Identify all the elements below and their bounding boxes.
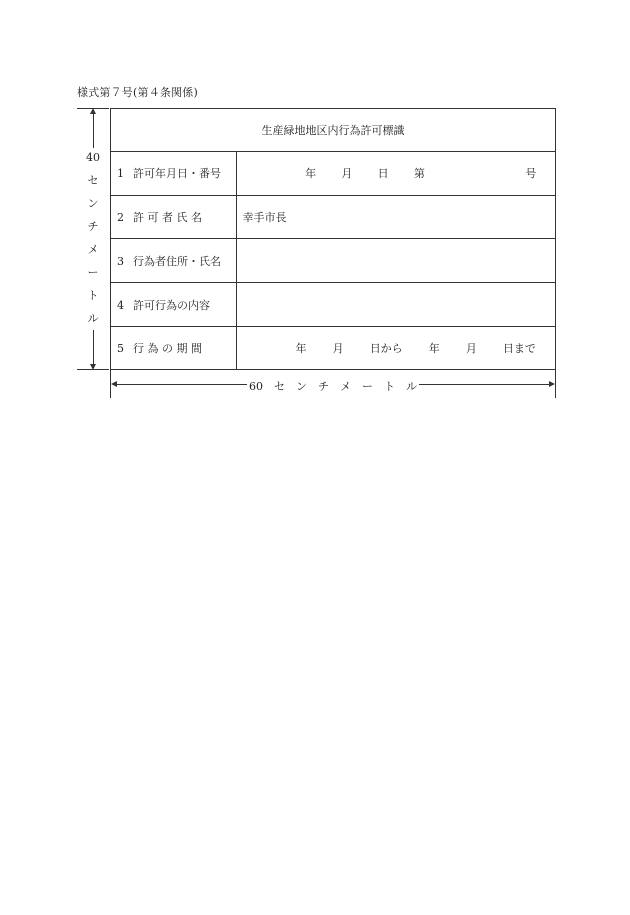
height-value: 40 [86, 151, 100, 164]
row-label-text: 許 可 者 氏 名 [133, 211, 202, 225]
height-unit-char: ン [87, 197, 99, 210]
table-row [111, 151, 555, 195]
form-number-caption: 様式第７号(第４条関係) [77, 86, 198, 99]
act-period-value [236, 326, 555, 369]
height-bottom-tick [77, 369, 109, 370]
to-year-text: 年 [428, 341, 440, 355]
permit-sign-table [111, 109, 555, 369]
row-label-text: 許可年月日・番号 [133, 167, 221, 181]
height-arrow-line-bottom [93, 330, 94, 366]
row-number: 2 [117, 211, 124, 225]
month-text: 月 [341, 167, 353, 181]
row-label-text: 行為者住所・氏名 [133, 254, 221, 268]
height-label [79, 146, 107, 330]
table-row [111, 326, 555, 369]
table-row [111, 283, 555, 327]
sign-title: 生産緑地地区内行為許可標識 [111, 109, 555, 151]
row-label-text: 行 為 の 期 間 [133, 341, 202, 355]
permitted-act-value [236, 283, 555, 327]
year-text: 年 [305, 167, 317, 181]
sign-title-row [111, 109, 555, 151]
table-row [111, 195, 555, 239]
row-number: 3 [117, 254, 124, 268]
width-label-text: 60 セ ン チ メ ー ト ル [249, 380, 417, 393]
height-dimension [79, 108, 107, 370]
from-month-text: 月 [332, 341, 344, 355]
row-number: 1 [117, 167, 124, 181]
height-unit-char: ー [87, 266, 99, 279]
height-arrow-line-top [93, 112, 94, 148]
row-label [111, 239, 236, 283]
permit-sign [110, 108, 556, 370]
row-label [111, 326, 236, 369]
table-row [111, 239, 555, 283]
row-label [111, 151, 236, 195]
to-month-text: 月 [465, 341, 477, 355]
height-unit-char: セ [87, 174, 99, 187]
height-unit-char: メ [87, 243, 99, 256]
row-label [111, 195, 236, 239]
width-dimension [110, 372, 556, 398]
height-unit-char: チ [87, 220, 99, 233]
row-number: 5 [117, 341, 124, 355]
arrow-up-icon [90, 108, 96, 114]
number-suffix-text: 号 [525, 167, 537, 181]
row-label [111, 283, 236, 327]
row-label-text: 許可行為の内容 [133, 298, 210, 312]
from-year-text: 年 [295, 341, 307, 355]
number-prefix-text: 第 [413, 167, 425, 181]
actor-address-name-value [236, 239, 555, 283]
permit-date-number-value [236, 151, 555, 195]
height-unit-char: ト [87, 289, 99, 302]
permitter-name-value: 幸手市長 [236, 195, 555, 239]
height-unit-char: ル [87, 312, 99, 325]
day-text: 日 [377, 167, 389, 181]
to-day-text: 日まで [502, 341, 536, 355]
from-day-text: 日から [369, 341, 403, 355]
row-number: 4 [117, 298, 124, 312]
width-label [110, 378, 556, 394]
